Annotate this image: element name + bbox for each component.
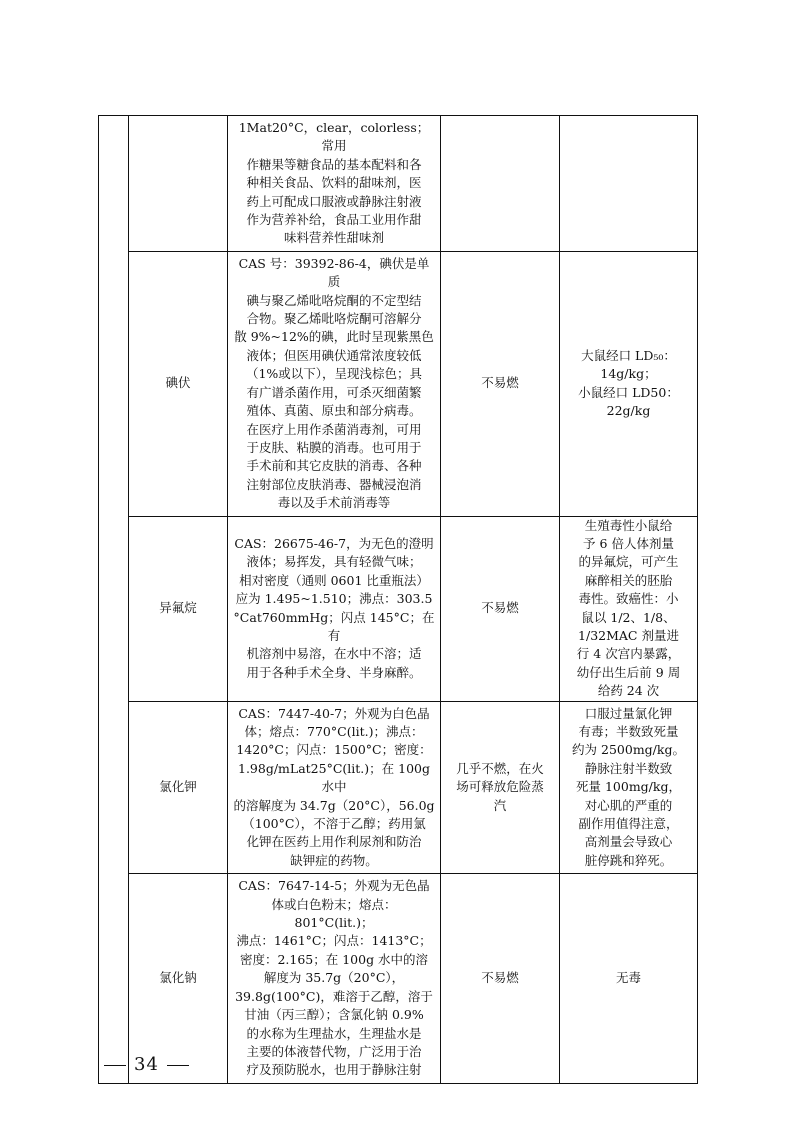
flammability: 不易燃 — [441, 516, 560, 701]
chemical-name: 氯化钠 — [129, 874, 228, 1083]
chemical-properties: CAS 号：39392-86-4，碘伏是单质 碘与聚乙烯吡咯烷酮的不定型结 合物。聚乙烯吡咯烷酮可溶解分 散 9%~12%的碘，此时呈现紫黑色 液体；但医用碘伏通常浓度较低 （1%或以下），呈现浅棕色；具 有广谱杀菌作用，可杀灭细菌繁 殖体、真菌、原虫和部分病毒。 在医疗上用作杀菌消毒剂，可用 于皮肤、粘膜的消毒。也可用于 手术前和其它皮肤的消毒、各种 注射部位皮肤消毒、器械浸泡消 毒以及手术前消毒等 — [228, 251, 441, 516]
flammability — [441, 116, 560, 252]
flammability: 不易燃 — [441, 874, 560, 1083]
chemical-name: 氯化钾 — [129, 701, 228, 874]
page-footer — [96, 1054, 197, 1075]
chemical-table — [98, 115, 698, 1084]
chemical-properties: CAS：26675-46-7，为无色的澄明 液体；易挥发，具有轻微气味； 相对密度（通则 0601 比重瓶法） 应为 1.495~1.510；沸点：303.5 °Cat760mmHg；闪点 145°C；在有 机溶剂中易溶，在水中不溶；适 用于各种手术全身、半身麻醉。 — [228, 516, 441, 701]
toxicity: 生殖毒性小鼠给 予 6 倍人体剂量 的异氟烷，可产生 麻醉相关的胚胎 毒性。致癌性：小 鼠以 1/2、1/8、 1/32MAC 剂量进 行 4 次宫内暴露， 幼仔出生后前 9 周 给药 24 次 — [560, 516, 698, 701]
flammability: 不易燃 — [441, 251, 560, 516]
chemical-properties: CAS：7447-40-7；外观为白色晶 体；熔点：770°C(lit.)；沸点： 1420°C；闪点：1500°C；密度： 1.98g/mLat25°C(lit.)；在 100g 水中 的溶解度为 34.7g（20°C），56.0g （100°C），不溶于乙醇；药用氯 化钾在医药上用作利尿剂和防治 缺钾症的药物。 — [228, 701, 441, 874]
chemical-name: 异氟烷 — [129, 516, 228, 701]
footer-dash-left — [104, 1065, 126, 1066]
toxicity: 无毒 — [560, 874, 698, 1083]
page-number: 34 — [134, 1054, 159, 1075]
chemical-name — [129, 116, 228, 252]
index-cell — [99, 116, 129, 1084]
chemical-properties: 1Mat20°C，clear，colorless；常用 作糖果等糖食品的基本配料和各 种相关食品、饮料的甜味剂，医 药上可配成口服液或静脉注射液 作为营养补给，食品工业用作甜 味料营养性甜味剂 — [228, 116, 441, 252]
chemical-name: 碘伏 — [129, 251, 228, 516]
toxicity: 口服过量氯化钾 有毒；半数致死量 约为 2500mg/kg。 静脉注射半数致 死量 100mg/kg， 对心肌的严重的 副作用值得注意， 高剂量会导致心 脏停跳和猝死。 — [560, 701, 698, 874]
footer-dash-right — [167, 1065, 189, 1066]
flammability: 几乎不燃，在火 场可释放危险蒸 汽 — [441, 701, 560, 874]
table-row — [99, 251, 698, 516]
table-row — [99, 701, 698, 874]
table-row — [99, 874, 698, 1083]
table-row — [99, 516, 698, 701]
chemical-properties: CAS：7647-14-5；外观为无色晶 体或白色粉末；熔点：801°C(lit.)； 沸点：1461°C；闪点：1413°C； 密度：2.165；在 100g 水中的溶 解度为 35.7g（20°C）， 39.8g(100°C)，难溶于乙醇，溶于 甘油（丙三醇）；含氯化钠 0.9% 的水称为生理盐水，生理盐水是 主要的体液替代物，广泛用于治 疗及预防脱水，也用于静脉注射 — [228, 874, 441, 1083]
toxicity — [560, 116, 698, 252]
toxicity: 大鼠经口 LD₅₀： 14g/kg； 小鼠经口 LD50： 22g/kg — [560, 251, 698, 516]
table-row — [99, 116, 698, 252]
